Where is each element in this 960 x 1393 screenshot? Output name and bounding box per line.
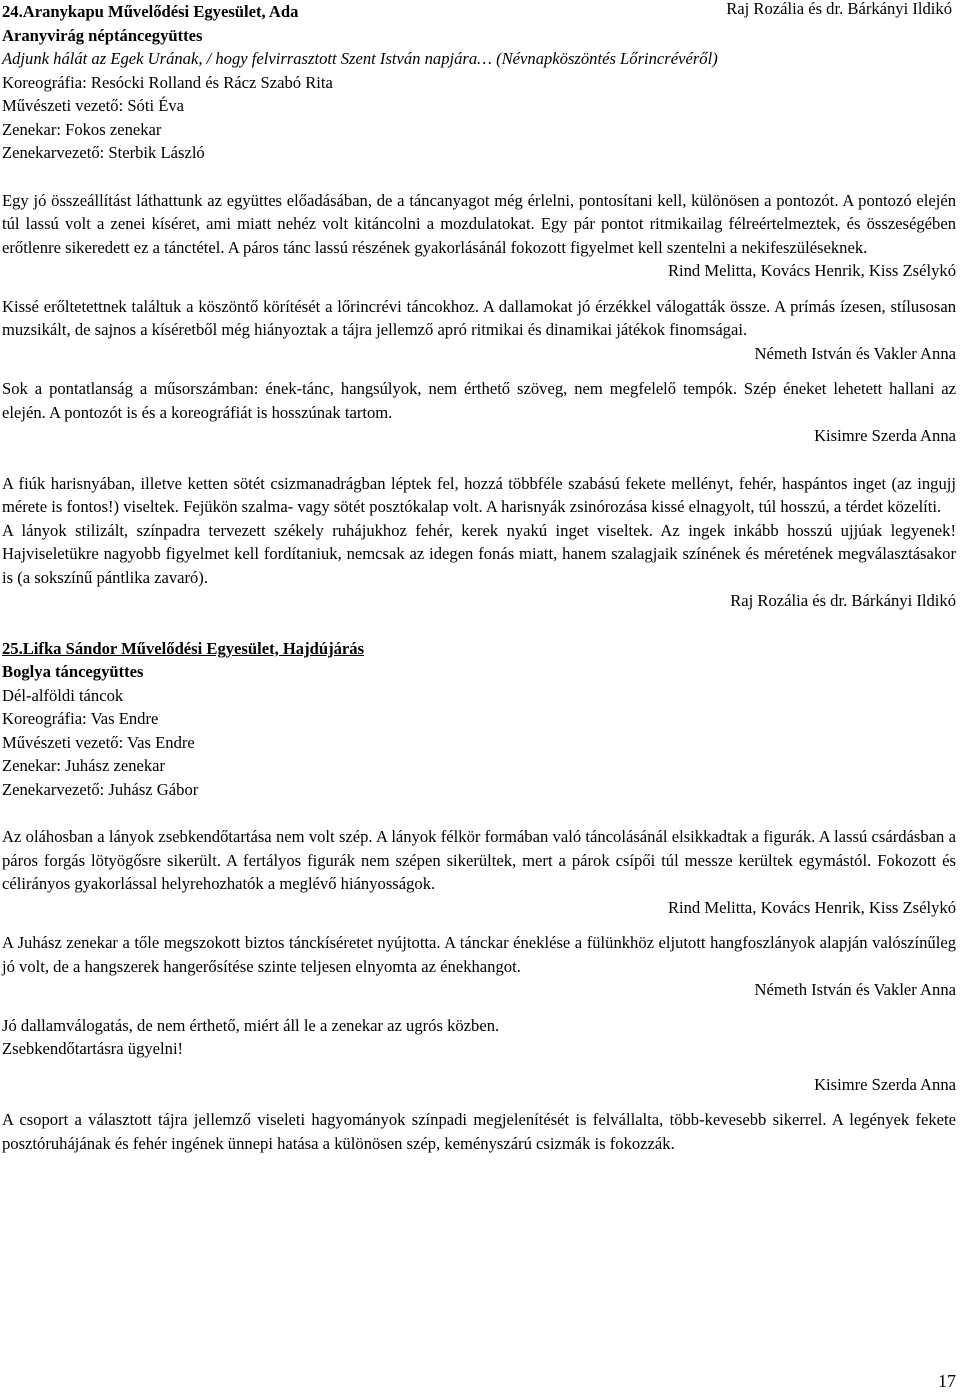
group-name: Boglya táncegyüttes — [2, 660, 956, 684]
section-title: 24.Aranykapu Művelődési Egyesület, Ada — [2, 0, 956, 24]
review-paragraph: A fiúk harisnyában, illetve ketten sötét csizmanadrágban léptek fel, hozzá többféle szabású fekete mellényt, fehér, haspántos inget (az ingujj mérete is fontos!) viseltek. Fejükön szalma- vagy sötét posztókalap volt. A harisnyák zsinórozása kissé elnagyolt, túl hosszú, a térdet közelíti. — [2, 472, 956, 519]
review-paragraph: Jó dallamválogatás, de nem érthető, miért áll le a zenekar az ugrós közben. — [2, 1014, 956, 1038]
review-paragraph: Kissé erőltetettnek találtuk a köszöntő körítését a lőrincrévi táncokhoz. A dallamokat jó érzékkel válogatták össze. A prímás ízesen, stílusosan muzsikált, de sajnos a kíséretből még hiányoztak a tájra jellemző apró ritmikai és dinamikai játékok finomságai. — [2, 295, 956, 342]
piece-title: Dél-alföldi táncok — [2, 684, 956, 708]
piece-title: Adjunk hálát az Egek Urának, / hogy felvirrasztott Szent István napjára… (Névnapköszöntés Lőrincrévéről) — [2, 47, 956, 71]
review-paragraph: A csoport a választott tájra jellemző viseleti hagyományok színpadi megjelenítését is felvállalta, több-kevesebb sikerrel. A legények fekete posztóruhájának és fehér ingének ünnepi hatása a különösen szép, keményszárú csizmák is fokozzák. — [2, 1108, 956, 1155]
choreography: Koreográfia: Resócki Rolland és Rácz Szabó Rita — [2, 71, 956, 95]
band-leader: Zenekarvezető: Sterbik László — [2, 141, 956, 165]
review-paragraph: Zsebkendőtartásra ügyelni! — [2, 1037, 956, 1061]
reviewer-signature: Kisimre Szerda Anna — [2, 1073, 956, 1097]
section-25 — [2, 637, 956, 1156]
reviewer-signature: Németh István és Vakler Anna — [2, 978, 956, 1002]
band: Zenekar: Juhász zenekar — [2, 754, 956, 778]
review-paragraph: Az oláhosban a lányok zsebkendőtartása nem volt szép. A lányok félkör formában való táncolásánál elsikkadtak a figurák. A lassú csárdásban a páros forgás lötyögősre sikerült. A fertályos figurák nem szépen sikerültek, mert a párok csípői túl messze kerültek egymástól. Fokozott és célirányos gyakorlással helyrehozhatók a meglévő hiányosságok. — [2, 825, 956, 896]
reviewer-signature: Raj Rozália és dr. Bárkányi Ildikó — [2, 589, 956, 613]
choreography: Koreográfia: Vas Endre — [2, 707, 956, 731]
section-title: 25.Lifka Sándor Művelődési Egyesület, Hajdújárás — [2, 637, 956, 661]
group-name: Aranyvirág néptáncegyüttes — [2, 24, 956, 48]
artistic-leader: Művészeti vezető: Sóti Éva — [2, 94, 956, 118]
reviewer-signature: Rind Melitta, Kovács Henrik, Kiss Zsélykó — [2, 896, 956, 920]
review-paragraph: Sok a pontatlanság a műsorszámban: ének-tánc, hangsúlyok, nem érthető szöveg, nem megfelelő tempók. Szép éneket lehetett hallani az elején. A pontozót is és a koreográfiát is hosszúnak tartom. — [2, 377, 956, 424]
review-paragraph: Egy jó összeállítást láthattunk az együttes előadásában, de a táncanyagot még érlelni, pontosítani kell, különösen a pontozót. A pontozó elején túl lassú volt a zenei kíséret, ami miatt nehéz volt kitáncolni a mozdulatokat. Egy pár pontot ritmikailag félreértelmeztek, és összeségében erőtlenre sikeredett ez a tánctétel. A páros tánc lassú részének gyakorlásánál fokozott figyelmet kell szentelni a nekifeszüléseknek. — [2, 189, 956, 260]
review-paragraph: A Juhász zenekar a tőle megszokott biztos tánckíséretet nyújtotta. A tánckar éneklése a fülünkhöz eljutott hangfoszlányok alapján valószínűleg jó volt, de a hangszerek hangerősítése szinte teljesen elnyomta az énekhangot. — [2, 931, 956, 978]
reviewer-signature: Rind Melitta, Kovács Henrik, Kiss Zsélykó — [2, 259, 956, 283]
band: Zenekar: Fokos zenekar — [2, 118, 956, 142]
band-leader: Zenekarvezető: Juhász Gábor — [2, 778, 956, 802]
reviewer-signature: Németh István és Vakler Anna — [2, 342, 956, 366]
page-number: 17 — [938, 1370, 956, 1393]
header-reviewer: Raj Rozália és dr. Bárkányi Ildikó — [726, 0, 952, 21]
section-24 — [2, 0, 956, 613]
artistic-leader: Művészeti vezető: Vas Endre — [2, 731, 956, 755]
document-page — [2, 0, 956, 1155]
review-paragraph: A lányok stilizált, színpadra tervezett székely ruhájukhoz fehér, kerek nyakú inget viseltek. Az ingek inkább hosszú ujjúak legyenek! Hajviseletükre nagyobb figyelmet kell fordítaniuk, nemcsak az idegen fonás miatt, hanem szalagjaik színének és méretének megválasztásakor is (a sokszínű pántlika zavaró). — [2, 519, 956, 590]
reviewer-signature: Kisimre Szerda Anna — [2, 424, 956, 448]
